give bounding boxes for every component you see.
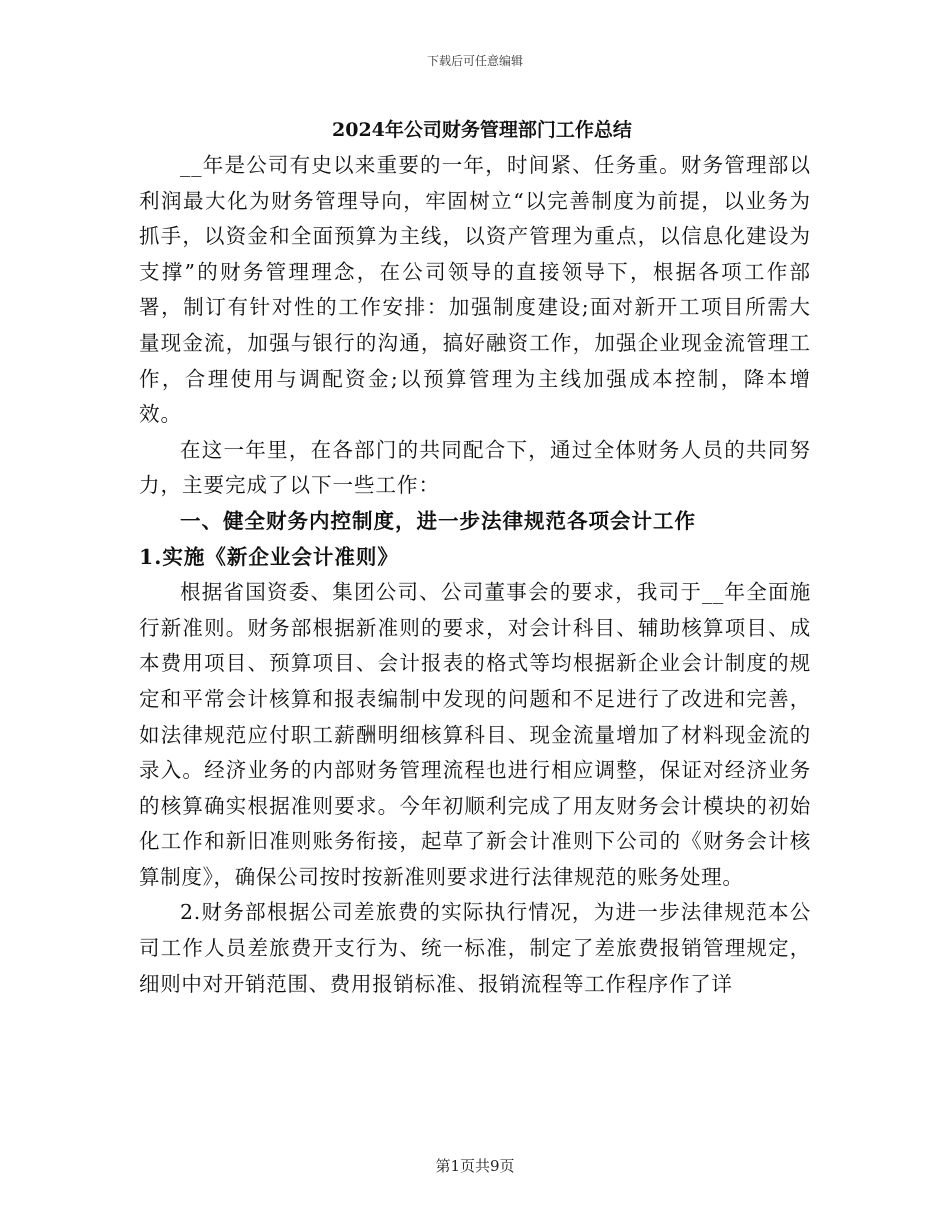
subsection-heading-1: 1.实施《新企业会计准则》	[139, 544, 399, 569]
paragraph-summary: 在这一年里，在各部门的共同配合下，通过全体财务人员的共同努力，主要完成了以下一些工作：	[139, 437, 811, 498]
document-title: 2024年公司财务管理部门工作总结	[332, 119, 632, 141]
page-number: 第1页共9页	[435, 1157, 515, 1175]
document-body	[139, 112, 811, 1002]
paragraph-intro: __年是公司有史以来重要的一年，时间紧、任务重。财务管理部以利润最大化为财务管理导向，牢固树立“以完善制度为前提，以业务为抓手，以资金和全面预算为主线，以资产管理为重点，以信息化建设为支撑”的财务管理理念，在公司领导的直接领导下，根据各项工作部署，制订有针对性的工作安排：加强制度建设;面对新开工项目所需大量现金流，加强与银行的沟通，搞好融资工作，加强企业现金流管理工作，合理使用与调配资金;以预算管理为主线加强成本控制，降本增效。	[139, 153, 811, 427]
paragraph-new-standards: 根据省国资委、集团公司、公司董事会的要求，我司于__年全面施行新准则。财务部根据新准则的要求，对会计科目、辅助核算项目、成本费用项目、预算项目、会计报表的格式等均根据新企业会计制度的规定和平常会计核算和报表编制中发现的问题和不足进行了改进和完善，如法律规范应付职工薪酬明细核算科目、现金流量增加了材料现金流的录入。经济业务的内部财务管理流程也进行相应调整，保证对经济业务的核算确实根据准则要求。今年初顺利完成了用友财务会计模块的初始化工作和新旧准则账务衔接，起草了新会计准则下公司的《财务会计核算制度》，确保公司按时按新准则要求进行法律规范的账务处理。	[139, 580, 811, 889]
header-note: 下载后可任意编辑	[426, 54, 523, 68]
section-heading-1: 一、健全财务内控制度，进一步法律规范各项会计工作	[180, 508, 696, 533]
paragraph-travel-expenses: 2.财务部根据公司差旅费的实际执行情况，为进一步法律规范本公司工作人员差旅费开支行为、统一标准，制定了差旅费报销管理规定，细则中对开销范围、费用报销标准、报销流程等工作程序作了详	[139, 900, 811, 996]
